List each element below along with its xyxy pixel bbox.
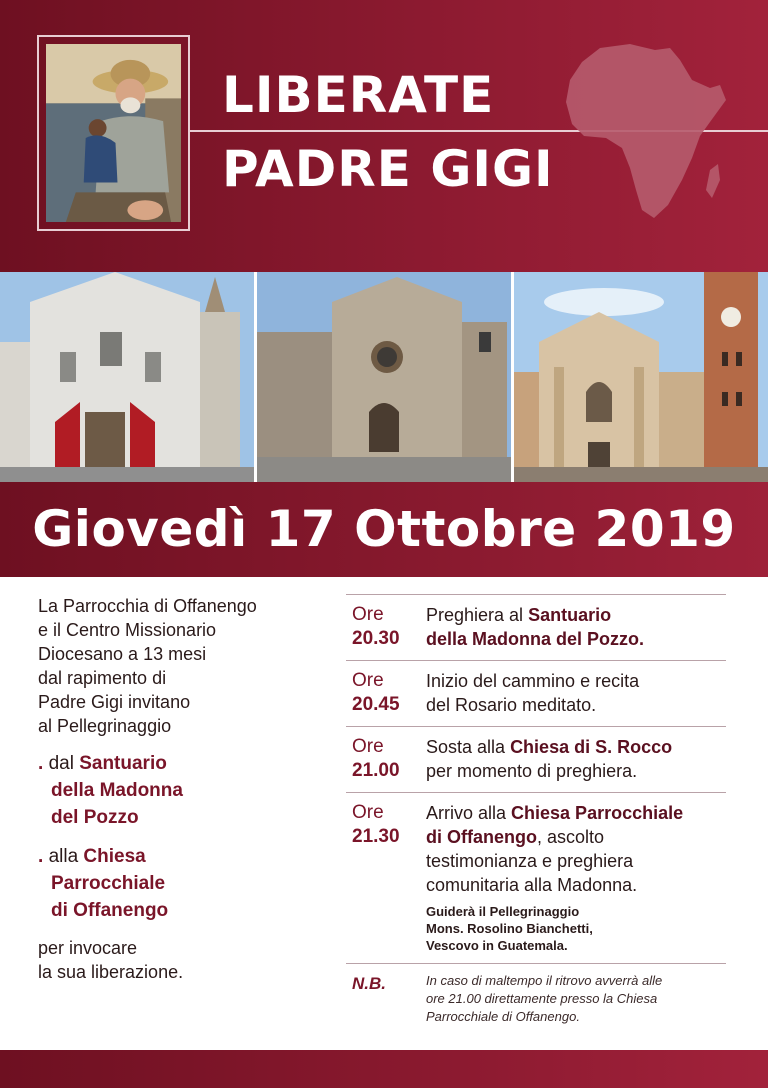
desc-bold: Chiesa Parrocchiale xyxy=(511,803,684,823)
note-text xyxy=(426,972,726,1026)
bullet-rest: della Madonna xyxy=(51,780,183,801)
intro-line: dal rapimento di xyxy=(38,668,167,688)
schedule-description xyxy=(426,669,726,717)
bullet-prefix: alla xyxy=(48,846,84,867)
schedule-time xyxy=(346,801,426,954)
desc-line: del Rosario meditato. xyxy=(426,695,597,715)
desc-line: Inizio del cammino e recita xyxy=(426,671,640,691)
header-banner xyxy=(0,0,768,272)
title-line-1: LIBERATE xyxy=(222,66,495,124)
schedule-time xyxy=(346,669,426,717)
schedule-row xyxy=(346,726,726,792)
outro-line: per invocare xyxy=(38,938,138,958)
schedule-table xyxy=(346,594,726,1035)
title-line-2: PADRE GIGI xyxy=(222,140,554,198)
time-label: Ore xyxy=(352,736,384,757)
bullet-prefix: dal xyxy=(48,753,80,774)
invitation-text xyxy=(38,594,328,984)
guide-line: Guiderà il Pellegrinaggio xyxy=(426,904,580,919)
time-label: Ore xyxy=(352,670,384,691)
bullet-to xyxy=(38,843,328,924)
desc-line: per momento di preghiera. xyxy=(426,761,638,781)
desc-bold: Santuario xyxy=(528,605,612,625)
intro-paragraph xyxy=(38,594,328,738)
desc-line: comunitaria alla Madonna. xyxy=(426,875,638,895)
desc-text: , ascolto xyxy=(537,827,605,847)
bullet-dot: . xyxy=(38,846,49,867)
bullet-from xyxy=(38,750,328,831)
church-photo-parrocchiale xyxy=(514,272,768,482)
desc-line: testimonianza e preghiera xyxy=(426,851,634,871)
church-photo-santuario xyxy=(0,272,254,482)
guide-line: Vescovo in Guatemala. xyxy=(426,938,568,953)
time-value: 20.45 xyxy=(352,694,400,715)
bullet-dot: . xyxy=(38,753,49,774)
desc-bold: della Madonna del Pozzo. xyxy=(426,629,645,649)
portrait-frame xyxy=(37,35,190,231)
schedule-row xyxy=(346,594,726,660)
schedule-time xyxy=(346,603,426,651)
desc-bold: di Offanengo xyxy=(426,827,537,847)
desc-bold: Chiesa di S. Rocco xyxy=(510,737,673,757)
schedule-row xyxy=(346,660,726,726)
bullet-rest: Parrocchiale xyxy=(51,873,166,894)
schedule-time xyxy=(346,735,426,783)
schedule-row xyxy=(346,792,726,963)
portrait-photo xyxy=(46,44,181,222)
bullet-highlight: Chiesa xyxy=(83,846,146,867)
guide-note xyxy=(426,903,726,954)
time-label: Ore xyxy=(352,604,384,625)
date-band xyxy=(0,482,768,577)
guide-line: Mons. Rosolino Bianchetti, xyxy=(426,921,593,936)
schedule-description xyxy=(426,735,726,783)
desc-text: Sosta alla xyxy=(426,737,511,757)
note-row xyxy=(346,963,726,1035)
bullet-rest: del Pozzo xyxy=(51,807,139,828)
intro-line: al Pellegrinaggio xyxy=(38,716,172,736)
footer-band xyxy=(0,1050,768,1088)
intro-line: e il Centro Missionario xyxy=(38,620,217,640)
desc-text: Arrivo alla xyxy=(426,803,512,823)
note-line: In caso di maltempo il ritrovo avverrà alle xyxy=(426,973,663,988)
intro-line: Padre Gigi invitano xyxy=(38,692,191,712)
intro-line: Diocesano a 13 mesi xyxy=(38,644,207,664)
note-line: Parrocchiale di Offanengo. xyxy=(426,1009,580,1024)
church-photo-strip xyxy=(0,272,768,482)
note-line: ore 21.00 direttamente presso la Chiesa xyxy=(426,991,658,1006)
event-date: Giovedì 17 Ottobre 2019 xyxy=(32,500,736,558)
church-photo-san-rocco xyxy=(257,272,511,482)
intro-line: La Parrocchia di Offanengo xyxy=(38,596,257,616)
time-value: 21.30 xyxy=(352,826,400,847)
time-value: 21.00 xyxy=(352,760,400,781)
bullet-rest: di Offanengo xyxy=(51,900,169,921)
desc-text: Preghiera al xyxy=(426,605,529,625)
schedule-description xyxy=(426,603,726,651)
time-label: Ore xyxy=(352,802,384,823)
bullet-highlight: Santuario xyxy=(79,753,167,774)
schedule-description xyxy=(426,801,726,954)
outro-line: la sua liberazione. xyxy=(38,962,184,982)
outro-paragraph xyxy=(38,936,328,984)
africa-map-icon xyxy=(560,40,730,225)
note-label: N.B. xyxy=(352,974,386,993)
time-value: 20.30 xyxy=(352,628,400,649)
